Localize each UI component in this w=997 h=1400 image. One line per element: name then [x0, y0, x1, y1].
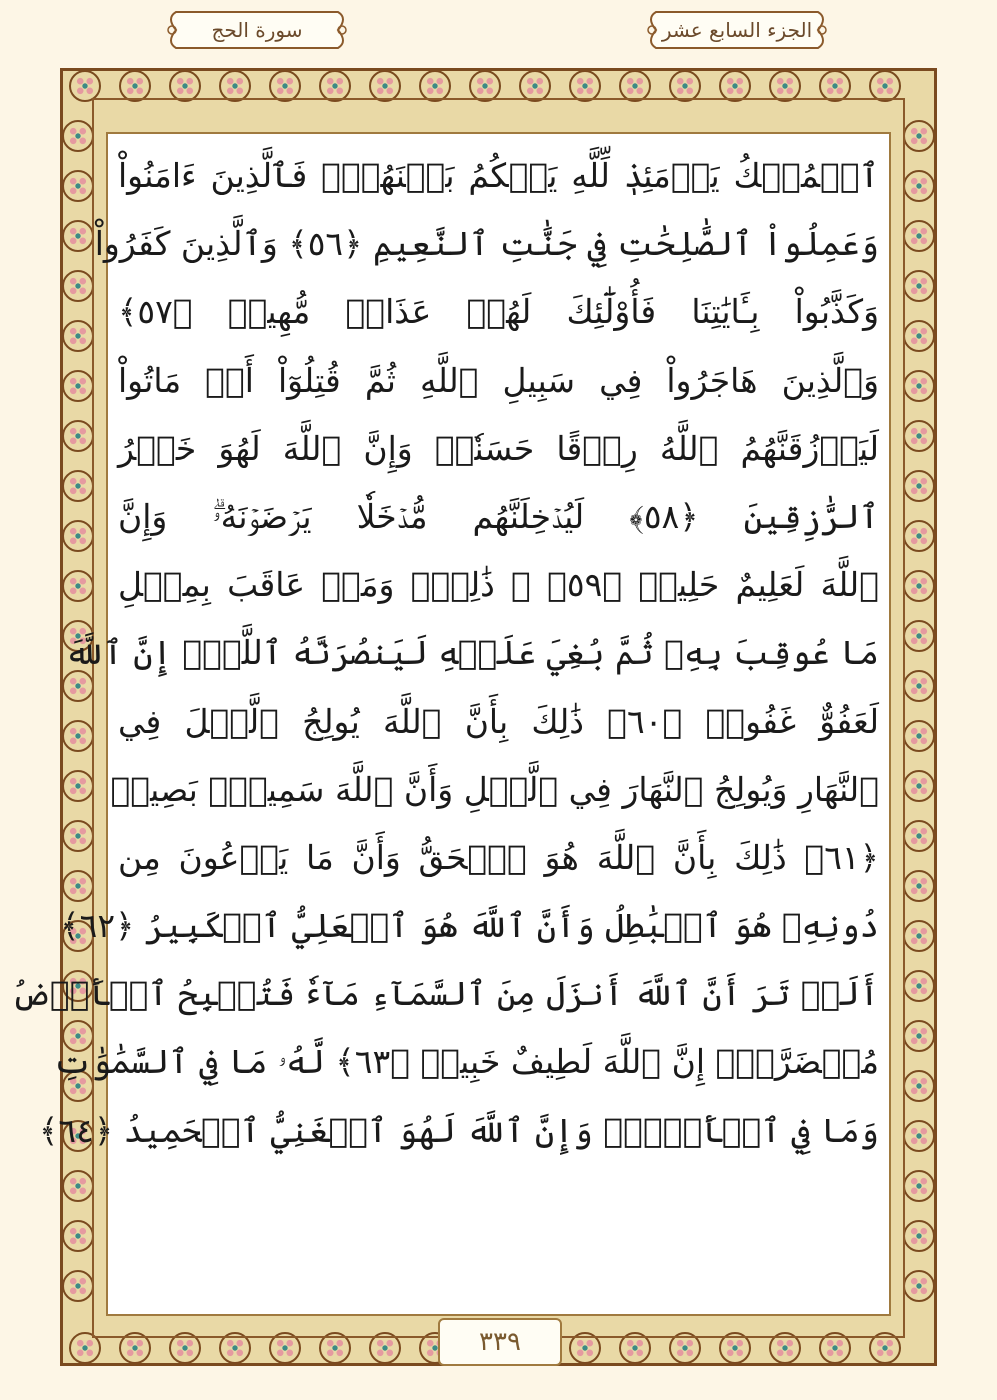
page-number [438, 1318, 562, 1366]
floral-motif-icon [63, 1221, 93, 1251]
juz-name-text: الجزء السابع عشر [661, 18, 813, 42]
floral-motif-icon [904, 1221, 934, 1251]
verse-line: دُونِهِۦ هُوَ ٱلۡبَٰطِلُ وَأَنَّ ٱللَّهَ هُوَ ٱلۡعَلِيُّ ٱلۡكَبِيرُ ﴿٦٢﴾ [60, 906, 879, 946]
floral-motif-icon [904, 121, 934, 151]
floral-motif-icon [570, 71, 600, 101]
verse-line: ٱللَّهَ لَعَلِيمٌ حَلِيمٞ ﴿٥٩﴾ ۞ ذَٰلِكَۖ وَمَنۡ عَاقَبَ بِمِثۡلِ [118, 565, 879, 605]
verse-line: ٱلرَّٰزِقِينَ ﴿٥٨﴾ لَيُدۡخِلَنَّهُم مُّدۡخَلٗا يَرۡضَوۡنَهُۥۗ وَإِنَّ [118, 496, 879, 536]
floral-motif-icon [820, 71, 850, 101]
verse-lines [11, 142, 880, 1165]
floral-motif-icon [320, 71, 350, 101]
floral-motif-icon [670, 71, 700, 101]
page-number-text: ٣٣٩ [479, 1327, 521, 1357]
floral-motif-icon [63, 1171, 93, 1201]
floral-motif-icon [520, 71, 550, 101]
floral-motif-icon [904, 471, 934, 501]
floral-motif-icon [63, 571, 93, 601]
floral-motif-icon [63, 271, 93, 301]
floral-motif-icon [904, 1121, 934, 1151]
floral-motif-icon [904, 1271, 934, 1301]
floral-motif-icon [70, 71, 100, 101]
verse-line: ٱلۡمُلۡكُ يَوۡمَئِذٖ لِّلَّهِ يَحۡكُمُ بَيۡنَهُمۡۚ فَٱلَّذِينَ ءَامَنُواْ [118, 156, 879, 195]
floral-motif-icon [904, 1021, 934, 1051]
surah-name-header [162, 8, 352, 52]
floral-motif-icon [270, 71, 300, 101]
floral-motif-icon [904, 671, 934, 701]
floral-motif-icon [63, 321, 93, 351]
floral-motif-icon [904, 871, 934, 901]
floral-motif-icon [904, 621, 934, 651]
floral-motif-icon [63, 221, 93, 251]
floral-motif-icon [120, 71, 150, 101]
floral-motif-icon [220, 71, 250, 101]
floral-motif-icon [870, 71, 900, 101]
floral-motif-icon [620, 71, 650, 101]
floral-motif-icon [470, 71, 500, 101]
verse-line: وَٱلَّذِينَ هَاجَرُواْ فِي سَبِيلِ ٱللَّهِ ثُمَّ قُتِلُوٓاْ أَوۡ مَاتُواْ [118, 360, 879, 400]
floral-motif-icon [63, 821, 93, 851]
floral-motif-icon [63, 521, 93, 551]
verse-line: مَا عُوقِبَ بِهِۦ ثُمَّ بُغِيَ عَلَيۡهِ لَيَنصُرَنَّهُ ٱللَّهُۚ إِنَّ ٱللَّهَ [64, 633, 879, 673]
verse-line: أَلَمۡ تَرَ أَنَّ ٱللَّهَ أَنزَلَ مِنَ ٱلسَّمَآءِ مَآءٗ فَتُصۡبِحُ ٱلۡأَرۡضُ [11, 974, 879, 1014]
floral-motif-icon [904, 1171, 934, 1201]
floral-motif-icon [904, 721, 934, 751]
floral-motif-icon [63, 421, 93, 451]
floral-motif-icon [904, 321, 934, 351]
floral-motif-icon [63, 171, 93, 201]
floral-motif-icon [904, 821, 934, 851]
floral-motif-icon [904, 271, 934, 301]
verse-line: وَمَا فِي ٱلۡأَرۡضِۗ وَإِنَّ ٱللَّهَ لَهُوَ ٱلۡغَنِيُّ ٱلۡحَمِيدُ ﴿٦٤﴾ [39, 1110, 879, 1150]
juz-name-header [642, 8, 832, 52]
verse-line: ﴿٦١﴾ ذَٰلِكَ بِأَنَّ ٱللَّهَ هُوَ ٱلۡحَقُّ وَأَنَّ مَا يَدۡعُونَ مِن [118, 837, 879, 877]
floral-motif-icon [904, 221, 934, 251]
floral-motif-icon [63, 121, 93, 151]
floral-motif-icon [904, 571, 934, 601]
floral-motif-icon [63, 721, 93, 751]
verse-line: ٱلنَّهَارِ وَيُولِجُ ٱلنَّهَارَ فِي ٱلَّيۡلِ وَأَنَّ ٱللَّهَ سَمِيعُۢ بَصِيرٞ [110, 769, 879, 809]
floral-motif-icon [63, 471, 93, 501]
verse-line: وَكَذَّبُواْ بِـَٔايَٰتِنَا فَأُوْلَٰٓئِكَ لَهُمۡ عَذَابٞ مُّهِينٞ ﴿٥٧﴾ [118, 292, 879, 332]
floral-motif-icon [904, 1071, 934, 1101]
surah-name-text: سورة الحج [211, 18, 303, 42]
verse-line: مُخۡضَرَّةًۚ إِنَّ ٱللَّهَ لَطِيفٌ خَبِيرٞ ﴿٦٣﴾ لَّهُۥ مَا فِي ٱلسَّمَٰوَٰتِ [53, 1042, 879, 1082]
floral-motif-icon [370, 71, 400, 101]
floral-motif-icon [904, 421, 934, 451]
verse-line: وَعَمِلُواْ ٱلصَّٰلِحَٰتِ فِي جَنَّٰتِ ٱلنَّعِيمِ ﴿٥٦﴾ وَٱلَّذِينَ كَفَرُواْ [94, 224, 879, 264]
floral-motif-icon [63, 771, 93, 801]
floral-motif-icon [63, 371, 93, 401]
floral-motif-icon [170, 71, 200, 101]
verse-line: لَعَفُوٌّ غَفُورٞ ﴿٦٠﴾ ذَٰلِكَ بِأَنَّ ٱللَّهَ يُولِجُ ٱلَّيۡلَ فِي [118, 701, 880, 741]
floral-motif-icon [770, 71, 800, 101]
floral-motif-icon [904, 371, 934, 401]
floral-motif-icon [720, 71, 750, 101]
floral-motif-icon [420, 71, 450, 101]
floral-motif-icon [63, 1271, 93, 1301]
floral-motif-icon [904, 971, 934, 1001]
floral-motif-icon [904, 521, 934, 551]
floral-motif-icon [904, 921, 934, 951]
floral-motif-icon [904, 771, 934, 801]
verse-line: لَيَرۡزُقَنَّهُمُ ٱللَّهُ رِزۡقًا حَسَنٗاۚ وَإِنَّ ٱللَّهَ لَهُوَ خَيۡرُ [118, 428, 879, 468]
floral-motif-icon [904, 171, 934, 201]
